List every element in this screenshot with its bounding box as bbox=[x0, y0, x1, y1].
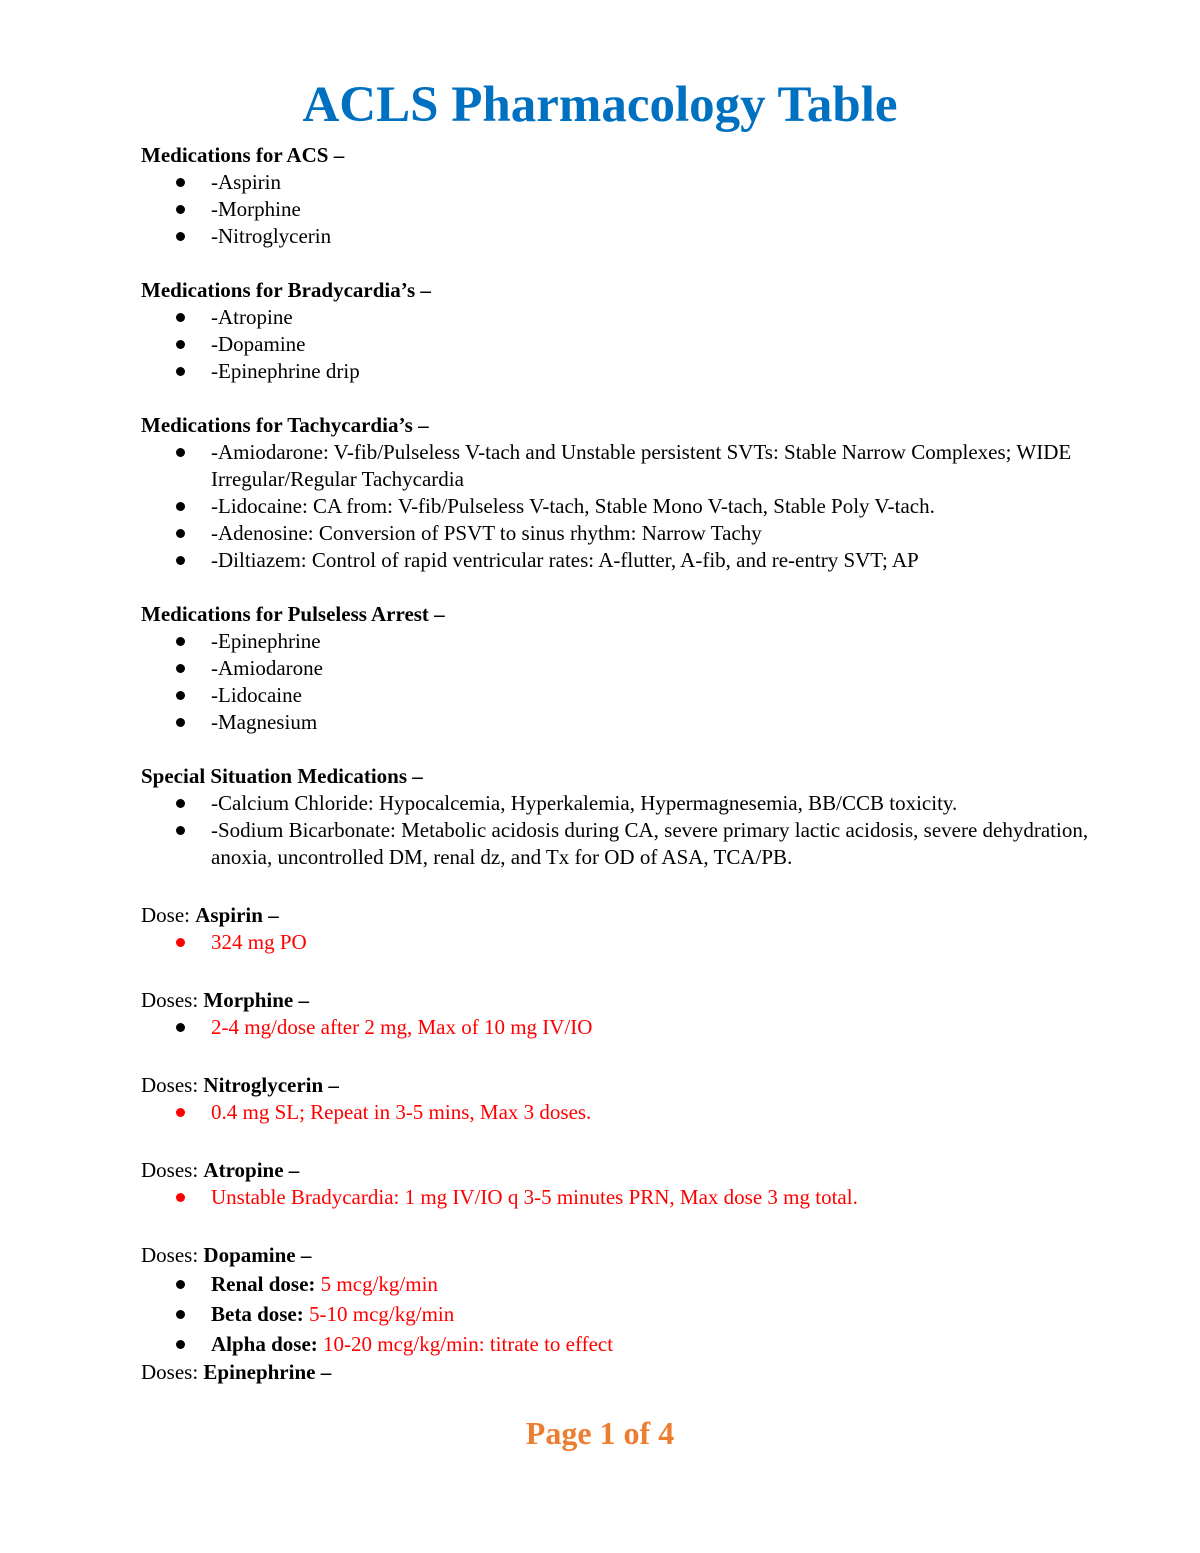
spacer bbox=[141, 574, 1131, 601]
dose-item bbox=[141, 1329, 1131, 1359]
dose-item: 324 mg PO bbox=[141, 929, 1131, 956]
spacer bbox=[141, 1211, 1131, 1242]
list-item: -Calcium Chloride: Hypocalcemia, Hyperkalemia, Hypermagnesemia, BB/CCB toxicity. bbox=[141, 790, 1131, 817]
dose-prefix: Doses: bbox=[141, 1243, 204, 1267]
drug-name: Epinephrine bbox=[203, 1360, 316, 1384]
dose-heading-aspirin bbox=[141, 902, 1131, 929]
dose-item bbox=[141, 1269, 1131, 1299]
document-title: ACLS Pharmacology Table bbox=[302, 77, 898, 133]
list-item: -Magnesium bbox=[141, 709, 1131, 736]
spacer bbox=[141, 1126, 1131, 1157]
dose-value: 5-10 mcg/kg/min bbox=[303, 1302, 455, 1326]
spacer bbox=[141, 1041, 1131, 1072]
dose-label: Renal dose: bbox=[211, 1272, 316, 1296]
dose-prefix: Doses: bbox=[141, 1158, 204, 1182]
list-item: -Amiodarone: V-fib/Pulseless V-tach and Unstable persistent SVTs: Stable Narrow Complexes; WIDE Irregular/Regular Tachycardia bbox=[141, 439, 1131, 493]
dose-prefix: Dose: bbox=[141, 903, 196, 927]
list-item: -Adenosine: Conversion of PSVT to sinus rhythm: Narrow Tachy bbox=[141, 520, 1131, 547]
dose-item: 2-4 mg/dose after 2 mg, Max of 10 mg IV/IO bbox=[141, 1014, 1131, 1041]
section-heading-pulseless-arrest: Medications for Pulseless Arrest – bbox=[141, 602, 445, 626]
spacer bbox=[141, 385, 1131, 412]
list-item: -Epinephrine bbox=[141, 628, 1131, 655]
dose-heading-morphine bbox=[141, 987, 1131, 1014]
dose-item: Unstable Bradycardia: 1 mg IV/IO q 3-5 minutes PRN, Max dose 3 mg total. bbox=[141, 1184, 1131, 1211]
dose-heading-atropine bbox=[141, 1157, 1131, 1184]
drug-name: Aspirin bbox=[195, 903, 263, 927]
section-heading-acs: Medications for ACS – bbox=[141, 143, 345, 167]
dose-list-dopamine bbox=[141, 1269, 1131, 1359]
dose-suffix: – bbox=[293, 988, 310, 1012]
dose-item: 0.4 mg SL; Repeat in 3-5 mins, Max 3 doses. bbox=[141, 1099, 1131, 1126]
dose-list-morphine bbox=[141, 1014, 1131, 1041]
dose-suffix: – bbox=[262, 903, 279, 927]
list-item: -Aspirin bbox=[141, 169, 1131, 196]
list-item: -Epinephrine drip bbox=[141, 358, 1131, 385]
dose-value: 10-20 mcg/kg/min: titrate to effect bbox=[317, 1332, 614, 1356]
dose-suffix: – bbox=[295, 1243, 312, 1267]
dose-prefix: Doses: bbox=[141, 988, 204, 1012]
medication-list-tachycardia bbox=[141, 439, 1131, 574]
list-item: -Lidocaine: CA from: V-fib/Pulseless V-tach, Stable Mono V-tach, Stable Poly V-tach. bbox=[141, 493, 1131, 520]
document-body bbox=[141, 142, 1131, 1386]
dose-label: Alpha dose: bbox=[211, 1332, 318, 1356]
dose-prefix: Doses: bbox=[141, 1073, 204, 1097]
dose-heading-dopamine bbox=[141, 1242, 1131, 1269]
drug-name: Dopamine bbox=[203, 1243, 296, 1267]
medication-list-acs bbox=[141, 169, 1131, 250]
list-item: -Nitroglycerin bbox=[141, 223, 1131, 250]
page-number: Page 1 of 4 bbox=[525, 1415, 675, 1451]
dose-item bbox=[141, 1299, 1131, 1329]
list-item: -Dopamine bbox=[141, 331, 1131, 358]
dose-list-nitroglycerin bbox=[141, 1099, 1131, 1126]
drug-name: Morphine bbox=[203, 988, 294, 1012]
dose-value: 5 mcg/kg/min bbox=[315, 1272, 438, 1296]
dose-heading-nitroglycerin bbox=[141, 1072, 1131, 1099]
section-heading-tachycardia: Medications for Tachycardia’s – bbox=[141, 413, 429, 437]
list-item: -Sodium Bicarbonate: Metabolic acidosis during CA, severe primary lactic acidosis, severe dehydration, anoxia, uncontrolled DM, renal dz, and Tx for OD of ASA, TCA/PB. bbox=[141, 817, 1131, 871]
list-item: -Diltiazem: Control of rapid ventricular rates: A-flutter, A-fib, and re-entry SVT; AP bbox=[141, 547, 1131, 574]
list-item: -Morphine bbox=[141, 196, 1131, 223]
medication-list-bradycardia bbox=[141, 304, 1131, 385]
dose-list-aspirin bbox=[141, 929, 1131, 956]
dose-prefix: Doses: bbox=[141, 1360, 204, 1384]
dose-suffix: – bbox=[323, 1073, 339, 1097]
spacer bbox=[141, 250, 1131, 277]
dose-heading-epinephrine bbox=[141, 1359, 1131, 1386]
dose-list-atropine bbox=[141, 1184, 1131, 1211]
section-heading-special-situations: Special Situation Medications – bbox=[141, 764, 423, 788]
spacer bbox=[141, 736, 1131, 763]
spacer bbox=[141, 871, 1131, 902]
dose-suffix: – bbox=[283, 1158, 300, 1182]
spacer bbox=[141, 956, 1131, 987]
list-item: -Atropine bbox=[141, 304, 1131, 331]
drug-name: Atropine bbox=[203, 1158, 284, 1182]
medication-list-pulseless-arrest bbox=[141, 628, 1131, 736]
list-item: -Lidocaine bbox=[141, 682, 1131, 709]
list-item: -Amiodarone bbox=[141, 655, 1131, 682]
section-heading-bradycardia: Medications for Bradycardia’s – bbox=[141, 278, 431, 302]
dose-label: Beta dose: bbox=[211, 1302, 304, 1326]
drug-name: Nitroglycerin bbox=[203, 1073, 324, 1097]
medication-list-special-situations bbox=[141, 790, 1131, 871]
dose-suffix: – bbox=[315, 1360, 332, 1384]
